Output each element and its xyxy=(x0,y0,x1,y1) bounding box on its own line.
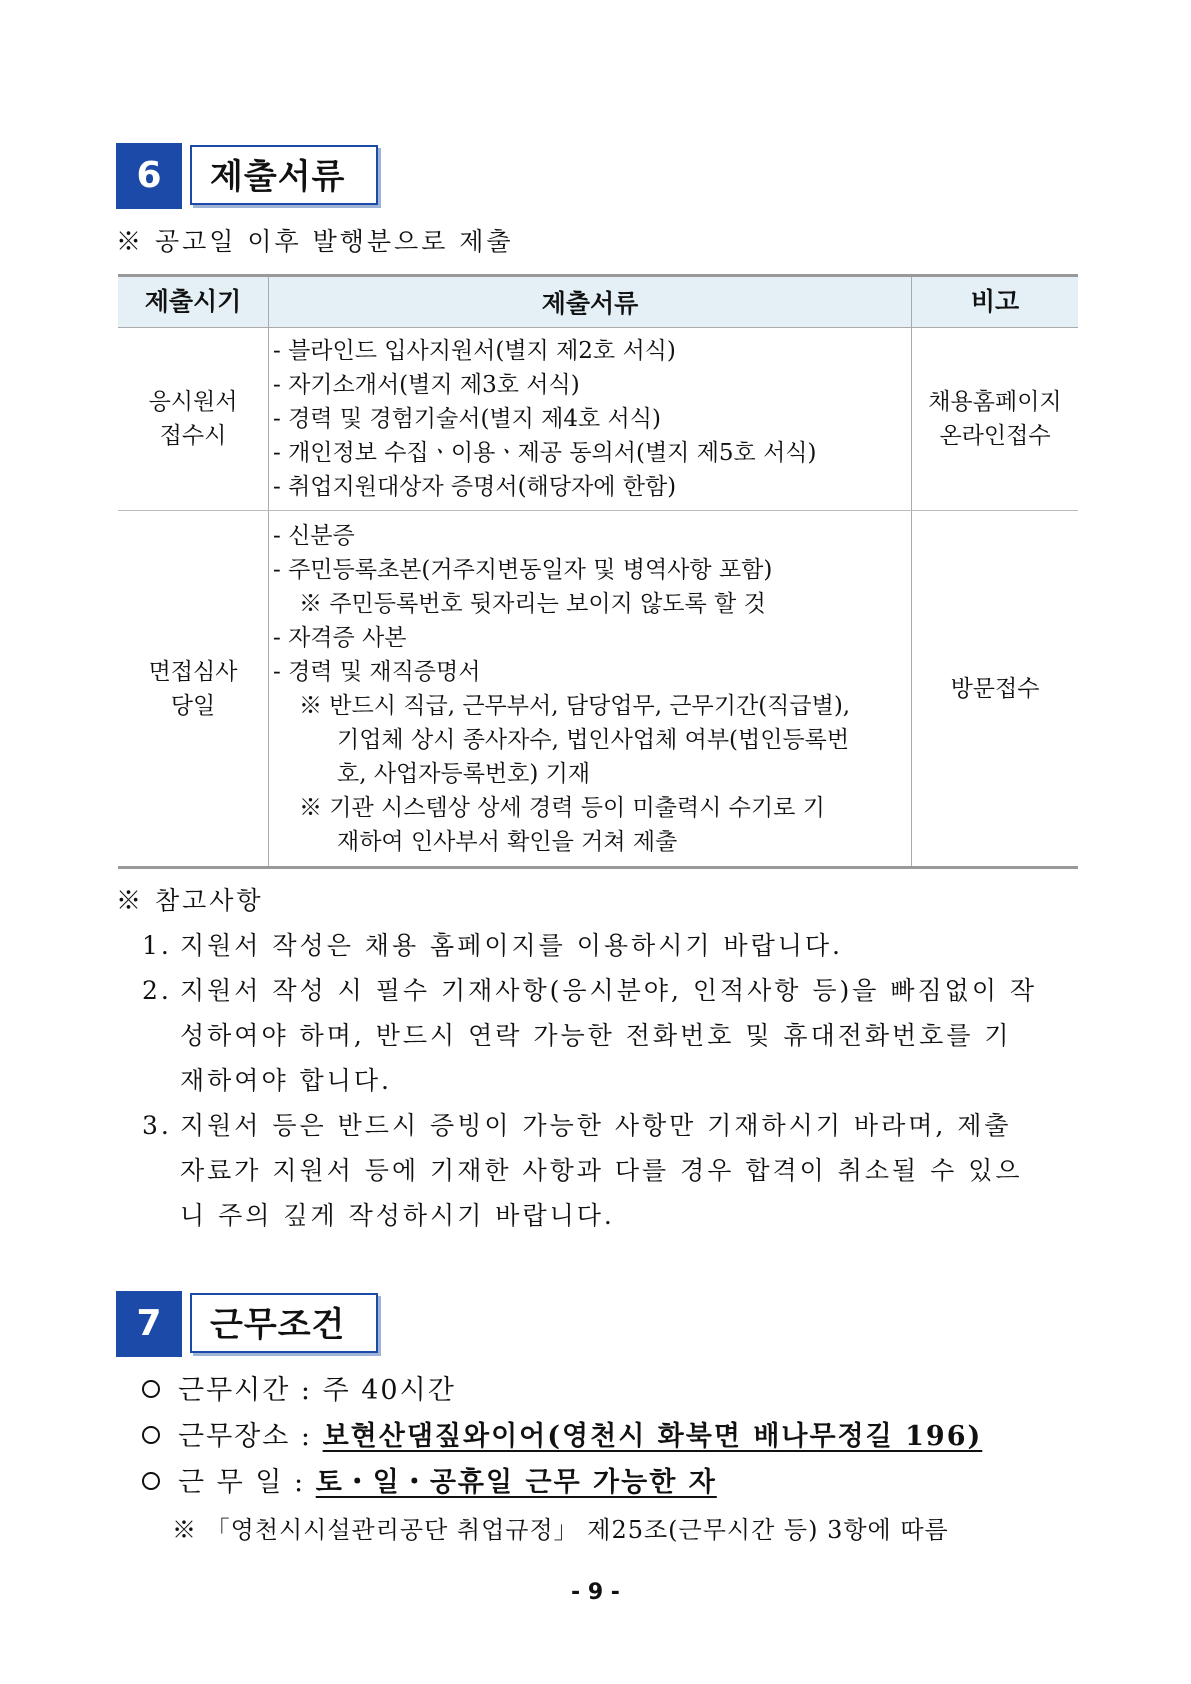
section-number: 6 xyxy=(116,143,182,209)
table-header-row xyxy=(118,276,1078,328)
document-note-line: 재하여 인사부서 확인을 거쳐 제출 xyxy=(337,828,678,855)
page-number: - 9 - xyxy=(571,1580,620,1605)
document-line: - 신분증 xyxy=(273,522,355,549)
condition-workdays: 근 무 일 : 토・일・공휴일 근무 가능한 자 xyxy=(142,1460,982,1506)
documents-table xyxy=(118,274,1078,869)
documents-cell xyxy=(269,511,912,868)
condition-location: 근무장소 : 보현산댐짚와이어(영천시 화북면 배나무정길 196) xyxy=(142,1414,982,1460)
document-line: - 취업지원대상자 증명서(해당자에 한함) xyxy=(273,474,677,500)
section-title: 제출서류 xyxy=(190,145,378,205)
document-note-line: ※ 주민등록번호 뒷자리는 보이지 않도록 할 것 xyxy=(299,590,766,617)
section-note: ※ 공고일 이후 발행분으로 제출 xyxy=(116,227,514,256)
reference-item: 2. 지원서 작성 시 필수 기재사항(응시분야, 인적사항 등)을 빠짐없이 작 성하여야 하며, 반드시 연락 가능한 전화번호 및 휴대전화번호를 기 재하여야 합니다. xyxy=(142,976,1038,1095)
document-note-line: 기업체 상시 종사자수, 법인사업체 여부(법인등록번 xyxy=(337,726,850,753)
document-line: - 경력 및 재직증명서 xyxy=(273,658,481,685)
reference-notes xyxy=(116,878,1086,1238)
header-timing: 제출시기 xyxy=(118,276,269,328)
document-line: - 주민등록초본(거주지변동일자 및 병역사항 포함) xyxy=(273,556,773,583)
header-documents: 제출서류 xyxy=(269,276,912,328)
table-row xyxy=(118,328,1078,511)
document-line: - 자기소개서(별지 제3호 서식) xyxy=(273,372,580,398)
timing-cell: 응시원서 접수시 xyxy=(118,328,269,511)
circle-bullet-icon xyxy=(142,1426,160,1444)
document-note-line: 호, 사업자등록번호) 기재 xyxy=(337,760,591,787)
circle-bullet-icon xyxy=(142,1472,160,1490)
work-conditions xyxy=(142,1368,982,1506)
document-line: - 블라인드 입사지원서(별지 제2호 서식) xyxy=(273,338,676,364)
reference-heading: ※ 참고사항 xyxy=(116,886,264,915)
document-note-line: ※ 반드시 직급, 근무부서, 담당업무, 근무기간(직급별), xyxy=(299,692,851,719)
documents-cell xyxy=(269,328,912,511)
reference-item: 1. 지원서 작성은 채용 홈페이지를 이용하시기 바랍니다. xyxy=(142,931,843,960)
document-line: - 자격증 사본 xyxy=(273,624,407,651)
timing-cell: 면접심사 당일 xyxy=(118,511,269,868)
regulation-footnote: ※ 「영천시시설관리공단 취업규정」 제25조(근무시간 등) 3항에 따름 xyxy=(172,1516,949,1544)
document-line: - 개인정보 수집ㆍ이용ㆍ제공 동의서(별지 제5호 서식) xyxy=(273,440,817,466)
reference-item: 3. 지원서 등은 반드시 증빙이 가능한 사항만 기재하시기 바라며, 제출 자료가 지원서 등에 기재한 사항과 다를 경우 합격이 취소될 수 있으 니 주의 깊게 작성하시기 바랍니다. xyxy=(142,1111,1023,1230)
table-row xyxy=(118,511,1078,868)
remark-cell: 방문접수 xyxy=(912,511,1079,868)
section-6-header xyxy=(116,143,386,209)
document-line: - 경력 및 경험기술서(별지 제4호 서식) xyxy=(273,406,661,432)
header-remark: 비고 xyxy=(912,276,1079,328)
section-7-header xyxy=(116,1291,386,1357)
section-number: 7 xyxy=(116,1291,182,1357)
remark-cell: 채용홈페이지 온라인접수 xyxy=(912,328,1079,511)
document-note-line: ※ 기관 시스템상 상세 경력 등이 미출력시 수기로 기 xyxy=(299,794,825,821)
section-title: 근무조건 xyxy=(190,1293,378,1353)
circle-bullet-icon xyxy=(142,1380,160,1398)
condition-hours: 근무시간 : 주 40시간 xyxy=(142,1368,982,1414)
